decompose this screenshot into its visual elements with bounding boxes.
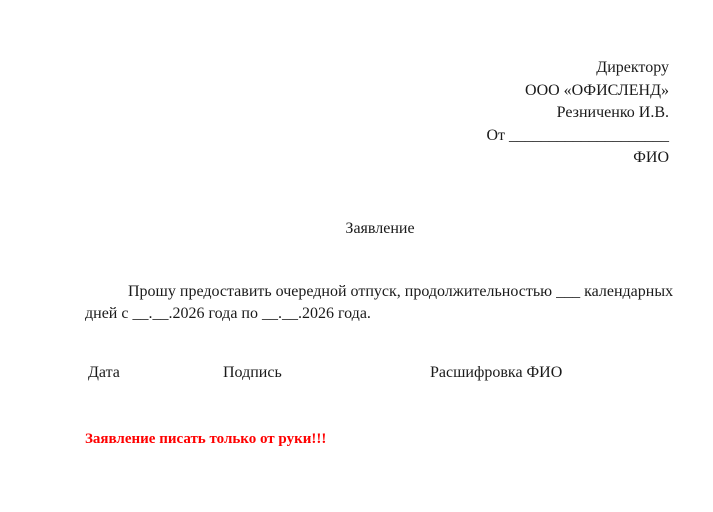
fio-caption: ФИО: [633, 149, 669, 166]
recipient-position-line: Директору: [596, 59, 669, 76]
name-transcript-label: Расшифровка ФИО: [430, 364, 563, 381]
from-blank-field: От ____________________: [486, 126, 669, 144]
date-label: Дата: [88, 364, 120, 381]
recipient-company-line: ООО «ОФИСЛЕНД»: [525, 81, 669, 99]
signature-label: Подпись: [223, 364, 282, 381]
signature-row: [0, 362, 713, 384]
recipient-block: [486, 57, 669, 170]
document-title: Заявление: [345, 220, 415, 237]
handwriting-note: Заявление писать только от руки!!!: [85, 431, 327, 447]
recipient-name-line: Резниченко И.В.: [556, 104, 669, 121]
request-paragraph: Прошу предоставить очередной отпуск, продолжительностью ___ календарных дней с __.__.2026 года по __.__.2026 года.: [85, 283, 674, 323]
